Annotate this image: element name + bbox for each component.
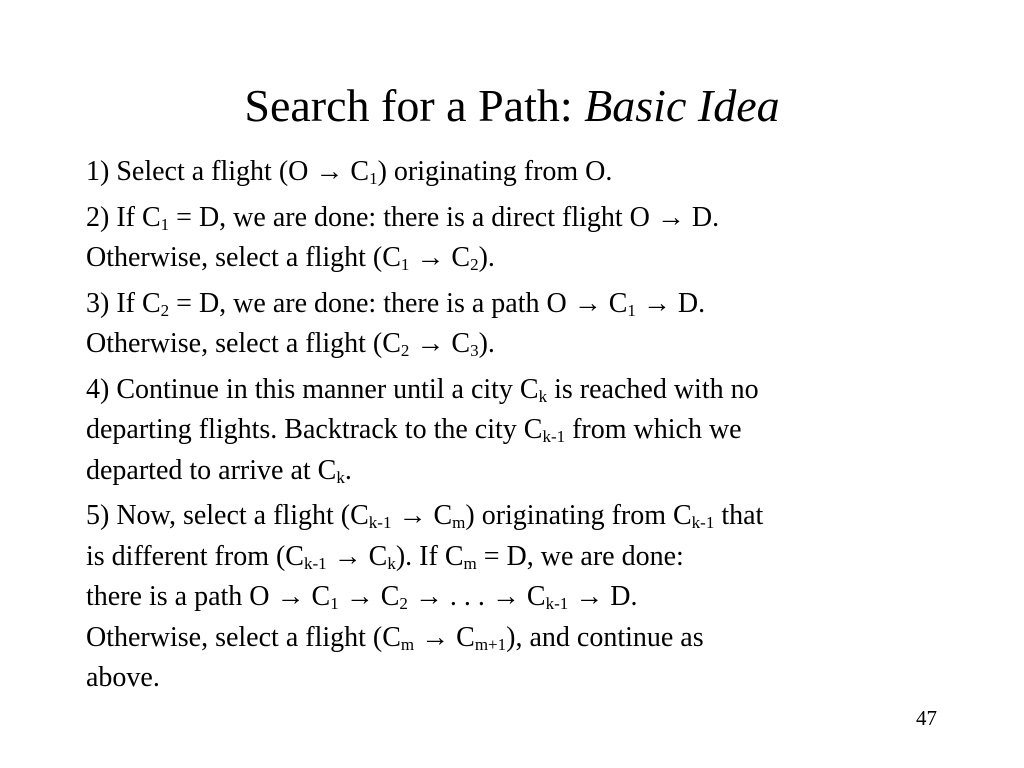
right-arrow-icon: → — [575, 581, 604, 612]
subscript: 2 — [470, 255, 479, 274]
step-text: ) originating from O. — [377, 156, 613, 187]
step-text: 3) If C — [86, 287, 161, 319]
right-arrow-icon: → — [421, 621, 450, 653]
subscript: 3 — [470, 341, 479, 360]
subscript: m+1 — [474, 634, 507, 654]
right-arrow-icon: → — [642, 287, 671, 319]
slide-title — [0, 78, 1024, 134]
subscript: m — [452, 513, 466, 532]
right-arrow-icon: → — [315, 156, 344, 187]
subscript: 2 — [399, 594, 408, 613]
subscript: k — [387, 553, 396, 573]
step-line — [86, 496, 966, 537]
subscript: m — [463, 553, 477, 573]
step-text: Otherwise, select a flight (C — [86, 621, 401, 653]
subscript: k — [538, 386, 548, 406]
right-arrow-icon: → — [333, 540, 362, 572]
step-text: C — [426, 500, 453, 531]
step-text: is different from (C — [86, 540, 304, 572]
step-line — [86, 451, 966, 492]
right-arrow-icon: → — [656, 201, 685, 233]
step-text: . — [344, 454, 352, 486]
step-text: C — [304, 581, 331, 612]
step-text: ). If C — [395, 540, 464, 572]
slide-title-emphasis: Basic Idea — [584, 80, 780, 131]
right-arrow-icon: → — [416, 328, 445, 359]
right-arrow-icon: → — [276, 581, 305, 612]
step-text: Otherwise, select a flight (C — [86, 242, 401, 273]
step-text: C — [449, 621, 475, 653]
step-text: = D, we are done: — [476, 540, 684, 572]
step-text: ) originating from C — [465, 500, 692, 531]
subscript: k — [336, 467, 345, 487]
step-text: there is a path O — [86, 581, 277, 612]
step-text: C — [343, 156, 370, 187]
subscript: 1 — [330, 594, 339, 613]
right-arrow-icon: → — [573, 287, 602, 319]
step-text: that — [714, 500, 764, 531]
step-text: from which we — [565, 414, 742, 445]
step-line — [86, 577, 966, 618]
step-text: departing flights. Backtrack to the city C — [86, 414, 543, 445]
step-item — [86, 152, 966, 193]
step-text: D. — [670, 287, 706, 319]
step-text: 2) If C — [86, 201, 161, 233]
right-arrow-icon: → — [491, 581, 520, 612]
step-text: C — [519, 581, 546, 612]
subscript: 1 — [160, 214, 170, 234]
subscript: k-1 — [691, 513, 715, 532]
slide-title-main: Search for a Path: — [244, 80, 585, 131]
step-item — [86, 496, 966, 699]
step-text: C — [373, 581, 400, 612]
page-number: 47 — [916, 706, 937, 730]
step-line — [86, 537, 966, 578]
subscript: 1 — [369, 169, 378, 188]
step-item — [86, 284, 966, 365]
step-line — [86, 238, 966, 279]
step-text: ), and continue as — [506, 621, 704, 653]
step-text: 5) Now, select a flight (C — [86, 500, 369, 531]
step-text — [408, 581, 415, 612]
step-line — [86, 370, 966, 411]
step-text — [327, 541, 334, 572]
subscript: 1 — [400, 255, 410, 274]
step-text: C — [361, 540, 388, 572]
step-text: . . . — [442, 581, 492, 612]
step-text: C — [444, 328, 471, 359]
step-text: 4) Continue in this manner until a city C — [86, 373, 539, 405]
step-text: is reached with no — [547, 373, 759, 405]
step-text: Otherwise, select a flight (C — [86, 328, 401, 359]
step-line — [86, 410, 966, 451]
step-text — [636, 288, 643, 319]
step-line — [86, 198, 966, 239]
step-line — [86, 284, 966, 325]
step-text: departed to arrive at C — [86, 454, 337, 486]
step-text: above. — [86, 662, 160, 693]
subscript: 2 — [400, 341, 410, 360]
subscript: k-1 — [303, 553, 327, 573]
right-arrow-icon: → — [345, 581, 374, 612]
step-text: ). — [478, 328, 495, 359]
step-item — [86, 370, 966, 492]
numbered-steps-list — [86, 152, 966, 704]
right-arrow-icon: → — [398, 500, 427, 531]
step-text — [339, 581, 346, 612]
subscript: m — [400, 634, 415, 654]
subscript: k-1 — [542, 427, 566, 446]
step-line — [86, 618, 966, 659]
subscript: 2 — [160, 300, 170, 320]
step-text: = D, we are done: there is a path O — [169, 287, 574, 319]
right-arrow-icon: → — [414, 581, 443, 612]
step-text: C — [444, 242, 471, 273]
step-text: 1) Select a flight (O — [86, 156, 316, 187]
subscript: 1 — [627, 300, 636, 320]
step-text: = D, we are done: there is a direct flight O — [169, 201, 657, 233]
step-text: ). — [478, 242, 495, 273]
step-line — [86, 152, 966, 193]
step-text: D. — [684, 201, 720, 233]
subscript: k-1 — [368, 513, 392, 532]
step-text: C — [601, 287, 628, 319]
step-text: D. — [603, 581, 638, 612]
step-item — [86, 198, 966, 279]
subscript: k-1 — [545, 594, 569, 613]
right-arrow-icon: → — [416, 242, 445, 273]
step-line — [86, 324, 966, 365]
step-line — [86, 658, 966, 699]
